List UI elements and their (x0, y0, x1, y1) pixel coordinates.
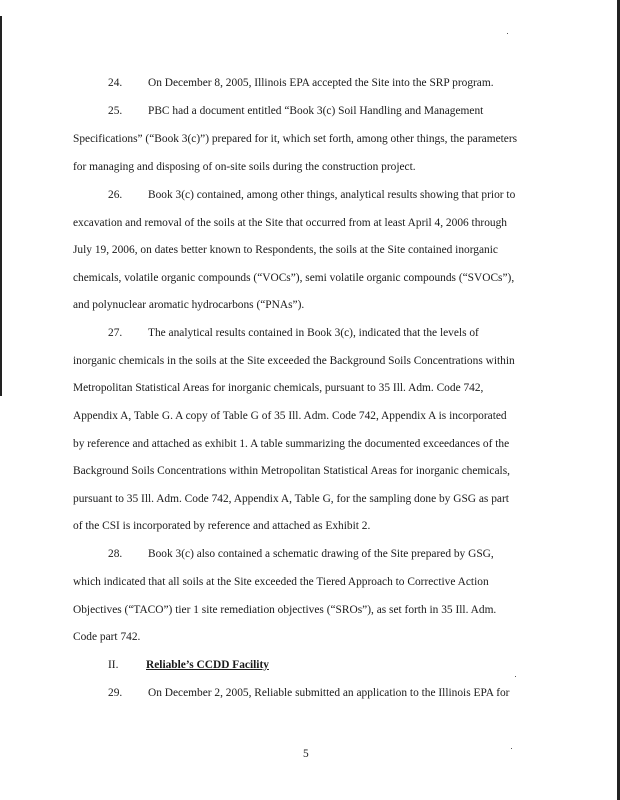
paragraph-line: Appendix A, Table G. A copy of Table G of 35 Ill. Adm. Code 742, Appendix A is incorporated (73, 410, 507, 422)
paragraph-line: July 19, 2006, on dates better known to Respondents, the soils at the Site contained inorganic (73, 244, 498, 256)
paragraph-25 (108, 104, 483, 118)
paragraph-text: Book 3(c) also contained a schematic drawing of the Site prepared by GSG, (148, 548, 494, 560)
paragraph-text: On December 8, 2005, Illinois EPA accepted the Site into the SRP program. (148, 77, 494, 89)
paragraph-27 (108, 326, 479, 340)
paragraph-text: The analytical results contained in Book 3(c), indicated that the levels of (148, 327, 479, 339)
paragraph-line: of the CSI is incorporated by reference and attached as Exhibit 2. (73, 520, 371, 532)
paragraph-29 (108, 686, 509, 700)
paragraph-line: and polynuclear aromatic hydrocarbons (“PNAs”). (73, 299, 305, 311)
paragraph-number: 24. (108, 77, 123, 89)
section-number: II. (108, 659, 119, 671)
section-heading (108, 658, 269, 672)
paragraph-26 (108, 188, 515, 202)
paragraph-line: excavation and removal of the soils at the Site that occurred from at least April 4, 2006 through (73, 217, 507, 229)
paragraph-line: Code part 742. (73, 631, 141, 643)
paragraph-text: Book 3(c) contained, among other things, analytical results showing that prior to (148, 189, 516, 201)
paragraph-line: Specifications” (“Book 3(c)”) prepared for it, which set forth, among other things, the parameters (73, 133, 518, 145)
paragraph-line: Background Soils Concentrations within Metropolitan Statistical Areas for inorganic chemicals, (73, 465, 510, 477)
paragraph-number: 26. (108, 189, 123, 201)
paragraph-line: Metropolitan Statistical Areas for inorganic chemicals, pursuant to 35 Ill. Adm. Code 742, (73, 382, 484, 394)
paragraph-text: PBC had a document entitled “Book 3(c) Soil Handling and Management (148, 105, 484, 117)
scan-speck (507, 33, 508, 34)
paragraph-line: pursuant to 35 Ill. Adm. Code 742, Appendix A, Table G, for the sampling done by GSG as part (73, 493, 509, 505)
paragraph-line: chemicals, volatile organic compounds (“VOCs”), semi volatile organic compounds (“SVOCs”), (73, 272, 515, 284)
paragraph-28 (108, 547, 494, 561)
paragraph-24 (108, 76, 494, 90)
paragraph-number: 28. (108, 548, 123, 560)
paragraph-line: which indicated that all soils at the Site exceeded the Tiered Approach to Corrective Action (73, 576, 489, 588)
paragraph-text: On December 2, 2005, Reliable submitted an application to the Illinois EPA for (148, 687, 510, 699)
paragraph-line: Objectives (“TACO”) tier 1 site remediation objectives (“SROs”), as set forth in 35 Ill. Adm. (73, 604, 497, 616)
paragraph-number: 29. (108, 687, 123, 699)
page-number: 5 (303, 748, 309, 760)
paragraph-number: 27. (108, 327, 123, 339)
section-title: Reliable’s CCDD Facility (146, 659, 269, 671)
scan-edge-left (0, 16, 2, 396)
paragraph-line: for managing and disposing of on-site soils during the construction project. (73, 161, 416, 173)
paragraph-line: inorganic chemicals in the soils at the Site exceeded the Background Soils Concentrations within (73, 355, 515, 367)
scan-speck (515, 676, 516, 677)
paragraph-line: by reference and attached as exhibit 1. A table summarizing the documented exceedances of the (73, 438, 510, 450)
scan-speck (511, 748, 512, 749)
paragraph-number: 25. (108, 105, 123, 117)
